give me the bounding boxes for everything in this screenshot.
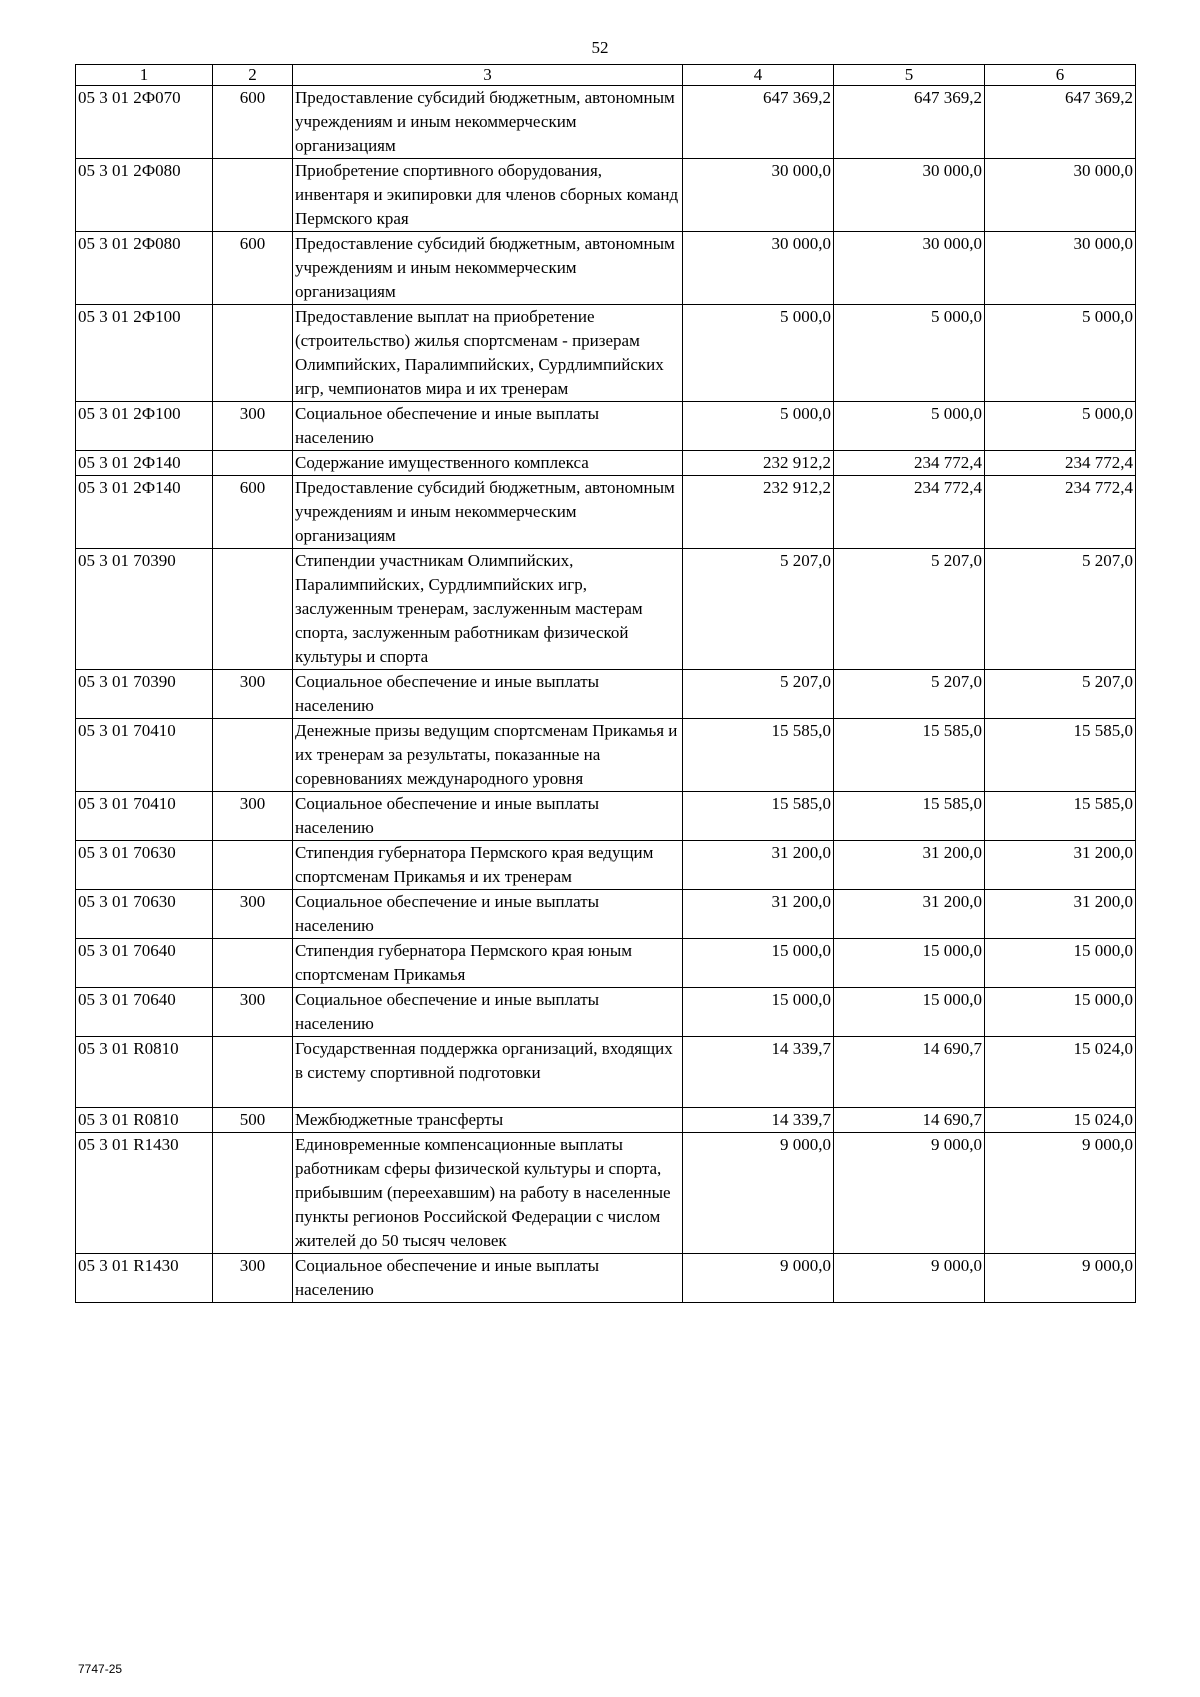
row-value-col4: 15 000,0 — [683, 988, 834, 1037]
row-value-col4: 5 207,0 — [683, 549, 834, 670]
row-value-col4: 14 339,7 — [683, 1037, 834, 1108]
row-value-col4: 15 585,0 — [683, 719, 834, 792]
row-expense-type: 300 — [213, 670, 293, 719]
row-value-col5: 15 585,0 — [834, 792, 985, 841]
row-expense-type — [213, 939, 293, 988]
row-value-col5: 15 000,0 — [834, 988, 985, 1037]
row-code: 05 3 01 2Ф140 — [76, 451, 213, 476]
row-value-col4: 15 585,0 — [683, 792, 834, 841]
row-value-col4: 9 000,0 — [683, 1254, 834, 1303]
row-code: 05 3 01 70640 — [76, 939, 213, 988]
row-expense-type: 500 — [213, 1108, 293, 1133]
row-value-col6: 15 585,0 — [985, 719, 1136, 792]
table-row — [76, 841, 1136, 890]
row-value-col5: 234 772,4 — [834, 451, 985, 476]
row-code: 05 3 01 R1430 — [76, 1133, 213, 1254]
table-row — [76, 1133, 1136, 1254]
row-name: Предоставление выплат на приобретение (строительство) жилья спортсменам - призерам Олимпийских, Паралимпийских, Сурдлимпийских игр, чемпионатов мира и их тренерам — [293, 305, 683, 402]
row-value-col6: 15 024,0 — [985, 1108, 1136, 1133]
row-value-col6: 9 000,0 — [985, 1133, 1136, 1254]
table-row — [76, 1254, 1136, 1303]
row-code: 05 3 01 70390 — [76, 549, 213, 670]
table-row — [76, 1108, 1136, 1133]
row-value-col6: 15 585,0 — [985, 792, 1136, 841]
table-row — [76, 1037, 1136, 1108]
row-value-col6: 30 000,0 — [985, 232, 1136, 305]
row-value-col6: 647 369,2 — [985, 86, 1136, 159]
row-code: 05 3 01 70410 — [76, 719, 213, 792]
table-row — [76, 86, 1136, 159]
table-row — [76, 476, 1136, 549]
row-name: Социальное обеспечение и иные выплаты населению — [293, 402, 683, 451]
table-row — [76, 939, 1136, 988]
column-header-1: 1 — [76, 65, 213, 86]
row-name: Содержание имущественного комплекса — [293, 451, 683, 476]
row-expense-type — [213, 549, 293, 670]
row-value-col4: 232 912,2 — [683, 451, 834, 476]
row-value-col5: 5 207,0 — [834, 549, 985, 670]
row-value-col4: 5 000,0 — [683, 305, 834, 402]
row-value-col4: 15 000,0 — [683, 939, 834, 988]
row-value-col6: 234 772,4 — [985, 451, 1136, 476]
table-row — [76, 719, 1136, 792]
row-code: 05 3 01 R1430 — [76, 1254, 213, 1303]
row-value-col6: 30 000,0 — [985, 159, 1136, 232]
column-header-5: 5 — [834, 65, 985, 86]
row-value-col5: 14 690,7 — [834, 1108, 985, 1133]
row-value-col4: 5 000,0 — [683, 402, 834, 451]
row-expense-type — [213, 305, 293, 402]
row-code: 05 3 01 2Ф080 — [76, 159, 213, 232]
row-value-col5: 30 000,0 — [834, 232, 985, 305]
row-value-col5: 234 772,4 — [834, 476, 985, 549]
row-value-col4: 14 339,7 — [683, 1108, 834, 1133]
row-expense-type: 600 — [213, 476, 293, 549]
row-expense-type — [213, 1037, 293, 1108]
row-value-col4: 30 000,0 — [683, 159, 834, 232]
table-row — [76, 402, 1136, 451]
row-value-col4: 647 369,2 — [683, 86, 834, 159]
row-expense-type: 300 — [213, 792, 293, 841]
row-expense-type: 600 — [213, 232, 293, 305]
row-code: 05 3 01 70630 — [76, 890, 213, 939]
row-expense-type — [213, 841, 293, 890]
table-row — [76, 670, 1136, 719]
row-code: 05 3 01 2Ф100 — [76, 305, 213, 402]
row-value-col5: 31 200,0 — [834, 890, 985, 939]
row-name: Предоставление субсидий бюджетным, автономным учреждениям и иным некоммерческим организациям — [293, 86, 683, 159]
row-expense-type — [213, 451, 293, 476]
table-row — [76, 305, 1136, 402]
table-row — [76, 232, 1136, 305]
row-code: 05 3 01 70390 — [76, 670, 213, 719]
row-value-col5: 31 200,0 — [834, 841, 985, 890]
row-value-col4: 30 000,0 — [683, 232, 834, 305]
column-header-4: 4 — [683, 65, 834, 86]
row-value-col6: 5 207,0 — [985, 549, 1136, 670]
row-value-col6: 5 000,0 — [985, 305, 1136, 402]
row-name: Стипендии участникам Олимпийских, Паралимпийских, Сурдлимпийских игр, заслуженным тренерам, заслуженным мастерам спорта, заслуженным работникам физической культуры и спорта — [293, 549, 683, 670]
table-body — [76, 86, 1136, 1303]
row-code: 05 3 01 R0810 — [76, 1108, 213, 1133]
row-value-col6: 5 000,0 — [985, 402, 1136, 451]
row-name: Стипендия губернатора Пермского края ведущим спортсменам Прикамья и их тренерам — [293, 841, 683, 890]
row-name: Межбюджетные трансферты — [293, 1108, 683, 1133]
table-row — [76, 549, 1136, 670]
row-code: 05 3 01 70410 — [76, 792, 213, 841]
document-code: 7747-25 — [78, 1662, 123, 1676]
table-row — [76, 451, 1136, 476]
row-value-col6: 234 772,4 — [985, 476, 1136, 549]
row-value-col6: 15 000,0 — [985, 988, 1136, 1037]
row-expense-type: 300 — [213, 890, 293, 939]
row-name: Социальное обеспечение и иные выплаты населению — [293, 988, 683, 1037]
row-value-col5: 30 000,0 — [834, 159, 985, 232]
row-expense-type — [213, 1133, 293, 1254]
row-value-col6: 31 200,0 — [985, 890, 1136, 939]
column-header-3: 3 — [293, 65, 683, 86]
table-row — [76, 890, 1136, 939]
row-value-col5: 14 690,7 — [834, 1037, 985, 1108]
row-value-col6: 9 000,0 — [985, 1254, 1136, 1303]
row-name: Государственная поддержка организаций, входящих в систему спортивной подготовки — [293, 1037, 683, 1108]
row-value-col5: 15 000,0 — [834, 939, 985, 988]
row-expense-type: 300 — [213, 988, 293, 1037]
row-value-col4: 9 000,0 — [683, 1133, 834, 1254]
row-name: Денежные призы ведущим спортсменам Прикамья и их тренерам за результаты, показанные на соревнованиях международного уровня — [293, 719, 683, 792]
row-value-col6: 5 207,0 — [985, 670, 1136, 719]
column-header-6: 6 — [985, 65, 1136, 86]
row-code: 05 3 01 2Ф080 — [76, 232, 213, 305]
row-value-col6: 15 000,0 — [985, 939, 1136, 988]
row-value-col5: 9 000,0 — [834, 1133, 985, 1254]
row-value-col5: 647 369,2 — [834, 86, 985, 159]
row-expense-type: 300 — [213, 1254, 293, 1303]
row-value-col5: 15 585,0 — [834, 719, 985, 792]
row-value-col5: 5 000,0 — [834, 305, 985, 402]
row-code: 05 3 01 R0810 — [76, 1037, 213, 1108]
row-expense-type: 300 — [213, 402, 293, 451]
row-expense-type: 600 — [213, 86, 293, 159]
row-value-col5: 5 000,0 — [834, 402, 985, 451]
row-value-col4: 5 207,0 — [683, 670, 834, 719]
row-value-col6: 31 200,0 — [985, 841, 1136, 890]
row-expense-type — [213, 159, 293, 232]
row-value-col5: 9 000,0 — [834, 1254, 985, 1303]
table-row — [76, 792, 1136, 841]
column-header-2: 2 — [213, 65, 293, 86]
row-name: Предоставление субсидий бюджетным, автономным учреждениям и иным некоммерческим организациям — [293, 232, 683, 305]
row-value-col4: 31 200,0 — [683, 841, 834, 890]
table-row — [76, 159, 1136, 232]
row-name: Предоставление субсидий бюджетным, автономным учреждениям и иным некоммерческим организациям — [293, 476, 683, 549]
row-code: 05 3 01 70630 — [76, 841, 213, 890]
row-code: 05 3 01 2Ф140 — [76, 476, 213, 549]
row-value-col4: 31 200,0 — [683, 890, 834, 939]
row-name: Стипендия губернатора Пермского края юным спортсменам Прикамья — [293, 939, 683, 988]
row-code: 05 3 01 2Ф100 — [76, 402, 213, 451]
row-name: Единовременные компенсационные выплаты работникам сферы физической культуры и спорта, прибывшим (переехавшим) на работу в населенные пункты регионов Российской Федерации с числом жителей до 50 тысяч человек — [293, 1133, 683, 1254]
row-value-col6: 15 024,0 — [985, 1037, 1136, 1108]
page-number: 52 — [591, 38, 609, 57]
row-code: 05 3 01 70640 — [76, 988, 213, 1037]
row-name: Социальное обеспечение и иные выплаты населению — [293, 890, 683, 939]
table-header-row — [76, 65, 1136, 86]
row-expense-type — [213, 719, 293, 792]
budget-table — [75, 64, 1136, 1303]
row-name: Социальное обеспечение и иные выплаты населению — [293, 1254, 683, 1303]
row-value-col5: 5 207,0 — [834, 670, 985, 719]
row-name: Приобретение спортивного оборудования, инвентаря и экипировки для членов сборных команд Пермского края — [293, 159, 683, 232]
table-row — [76, 988, 1136, 1037]
row-value-col4: 232 912,2 — [683, 476, 834, 549]
row-name: Социальное обеспечение и иные выплаты населению — [293, 792, 683, 841]
row-code: 05 3 01 2Ф070 — [76, 86, 213, 159]
row-name: Социальное обеспечение и иные выплаты населению — [293, 670, 683, 719]
